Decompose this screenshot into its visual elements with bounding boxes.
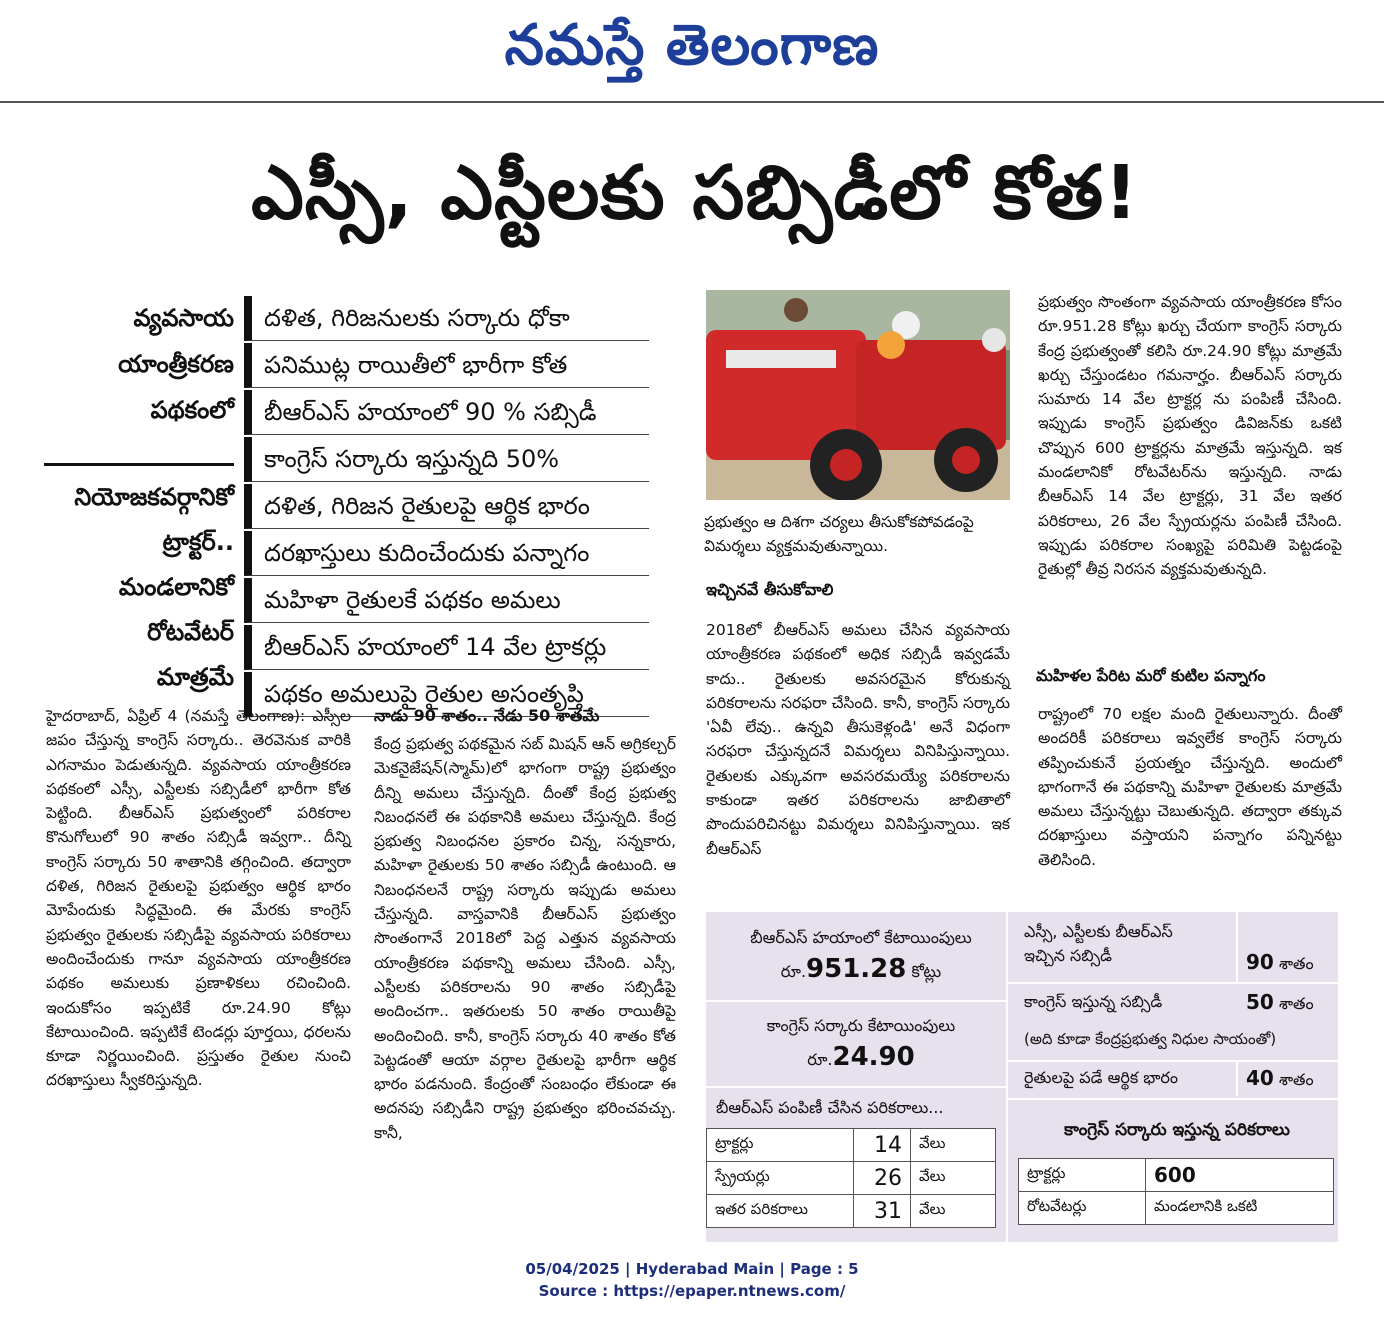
farmer-burden-value: [1246, 1066, 1336, 1093]
currency-prefix: రూ.: [807, 1050, 833, 1069]
highlight-bullets: [244, 296, 649, 719]
congress-allocation-label: కాంగ్రెస్ సర్కారు కేటాయింపులు: [766, 1016, 956, 1035]
brs-distribution-label: బీఆర్ఎస్ పంపిణీ చేసిన పరికరాలు...: [716, 1098, 944, 1117]
bullet-item: మహిళా రైతులకే పథకం అమలు: [244, 578, 649, 623]
photo-caption: ప్రభుత్వం ఆ దిశగా చర్యలు తీసుకోకపోవడంపై విమర్శలు వ్యక్తమవుతున్నాయి.: [704, 513, 974, 555]
article-column-4b: రాష్ట్రంలో 70 లక్షల మంది రైతులున్నారు. దీంతో అందరికీ పరికరాలు ఇవ్వలేక కాంగ్రెస్ సర్కారు తప్పించుకునే ప్రయత్నం చేస్తున్నది. అందులో భాగంగానే ఈ పథకాన్ని మహిళా రైతులకు మాత్రమే అమలు చేస్తున్నట్టు చెబుతున్నది. తద్వారా తక్కువ దరఖాస్తులు వస్తాయని పన్నాగం పన్నినట్టు తెలిసింది.: [1038, 705, 1342, 869]
sc-st-subsidy-value: [1246, 950, 1336, 977]
masthead: [0, 0, 1384, 100]
sc-st-subsidy-label: [1024, 920, 1224, 968]
brs-allocation-label: బీఆర్ఎస్ హయాంలో కేటాయింపులు: [750, 928, 972, 947]
kicker-line: మండలానికో: [118, 573, 234, 601]
currency-prefix: రూ.: [780, 962, 807, 981]
table-cell-item: ట్రాక్టర్లు: [707, 1129, 854, 1162]
info-vertical-divider: [1236, 912, 1238, 982]
article-column-3: 2018లో బీఆర్ఎస్ అమలు చేసిన వ్యవసాయ యాంత్రీకరణ పథకంలో అధిక సబ్సిడీ ఇవ్వడమే కాదు.. రైతులకు అవసరమైన కోరుకున్న పరికరాలను సరఫరా చేసింది. కానీ, కాంగ్రెస్ సర్కారు 'ఏవీ లేవు.. ఉన్నవి తీసుకెళ్లండి' అనే విధంగా సరఫరా చేస్తున్నదనే విమర్శలు వినిపిస్తున్నాయి. రైతులకు ఎక్కువగా అవసరమయ్యే పరికరాలను కాకుండా ఇతర పరికరాలను జాబితాలో పొందుపరిచినట్టు విమర్శలు వినిపిస్తున్నాయి. ఇక బీఆర్ఎస్: [706, 621, 1010, 858]
kicker-line: ట్రాక్టర్..: [162, 528, 234, 556]
bullet-item: కాంగ్రెస్ సర్కారు ఇస్తున్నది 50%: [244, 437, 649, 482]
table-row: [1019, 1192, 1334, 1225]
bullet-item: దళిత, గిరిజనులకు సర్కారు ధోకా: [244, 296, 649, 341]
table-row: [707, 1129, 996, 1162]
brs-allocation-amount: [716, 954, 1006, 985]
farmer-burden-number: 40: [1246, 1066, 1274, 1090]
bullet-item: పనిముట్ల రాయితీలో భారీగా కోత: [244, 343, 649, 388]
farmer-burden-label: రైతులపై పడే ఆర్థిక భారం: [1024, 1068, 1179, 1087]
congress-subsidy-value: [1246, 990, 1336, 1017]
sc-st-subsidy-label-line: ఎస్సీ, ఎస్టీలకు బీఆర్ఎస్: [1024, 922, 1173, 941]
kicker-line: రోటవేటర్: [147, 618, 234, 646]
kicker-line: యాంత్రీకరణ: [118, 350, 234, 378]
subheading-then-now: నాడు 90 శాతం.. నేడు 50 శాతమే: [374, 706, 600, 725]
info-divider: [1006, 982, 1338, 984]
table-cell-number: 31: [854, 1195, 911, 1228]
percent-unit: శాతం: [1278, 954, 1314, 973]
percent-unit: శాతం: [1278, 1070, 1314, 1089]
crore-unit: కోట్లు: [911, 962, 942, 981]
congress-subsidy-number: 50: [1246, 990, 1274, 1014]
info-vertical-divider: [1236, 1060, 1238, 1096]
table-cell-item: స్ప్రేయర్లు: [707, 1162, 854, 1195]
congress-allocation-value: 24.90: [832, 1042, 915, 1072]
edition-info: 05/04/2025 | Hyderabad Main | Page : 5: [525, 1260, 859, 1278]
subheading-women-scheme: మహిళల పేరిట మరో కుటిల పన్నాగం: [1036, 666, 1266, 685]
kicker-line: మాత్రమే: [156, 663, 234, 691]
kicker-top: [44, 295, 234, 433]
kicker-line: వ్యవసాయ: [133, 304, 234, 332]
table-cell-item: ట్రాక్టర్లు: [1019, 1159, 1146, 1192]
table-cell-unit: వేలు: [911, 1162, 996, 1195]
tractor-photo: [706, 290, 1010, 500]
bullet-item: పథకం అమలుపై రైతుల అసంతృప్తి: [244, 672, 649, 717]
brs-equipment-table: [706, 1128, 996, 1228]
table-cell-value: మండలానికి ఒకటి: [1146, 1192, 1334, 1225]
info-divider: [1006, 1060, 1338, 1062]
info-divider: [706, 1086, 1006, 1088]
table-cell-number: 14: [854, 1129, 911, 1162]
brs-allocation-value: 951.28: [806, 954, 907, 984]
sc-st-subsidy-number: 90: [1246, 950, 1274, 974]
congress-subsidy-label: కాంగ్రెస్ ఇస్తున్న సబ్సిడీ: [1024, 992, 1163, 1011]
table-cell-unit: వేలు: [911, 1195, 996, 1228]
headline: ఎస్సీ, ఎస్టీలకు సబ్సిడీలో కోత!: [251, 150, 1139, 236]
kicker-line: నియోజకవర్గానికో: [74, 483, 234, 511]
article-column-4: ప్రభుత్వం సొంతంగా వ్యవసాయ యాంత్రీకరణ కోసం రూ.951.28 కోట్లు ఖర్చు చేయగా కాంగ్రెస్ సర్కారు కేంద్ర ప్రభుత్వంతో కలిసి రూ.24.90 కోట్లు మాత్రమే ఖర్చు చేస్తుండటం గమనార్హం. బీఆర్ఎస్ సర్కారు సుమారు 14 వేల ట్రాక్టర్ల ను పంపిణీ చేసింది. ఇప్పుడు కాంగ్రెస్ ప్రభుత్వం డివిజన్‌కు ఒకటి చొప్పున 600 ట్రాక్టర్లను మాత్రమే ఇస్తున్నది. ఇక మండలానికో రోటవేటర్‌ను ఇస్తున్నది. నాడు బీఆర్ఎస్ 14 వేల ట్రాక్టర్లు, 31 వేల ఇతర పరికరాలు, 26 వేల స్ప్రేయర్లను పంపిణీ చేసింది. ఇప్పుడు పరికరాల సంఖ్యపై పరిమితి పెట్టడంపై రైతుల్లో తీవ్ర నిరసన వ్యక్తమవుతున్నది.: [1038, 293, 1342, 579]
sc-st-subsidy-label-line: ఇచ్చిన సబ్సిడీ: [1024, 946, 1112, 965]
subheading-take-given: ఇచ్చినవే తీసుకోవాలి: [706, 580, 834, 599]
kicker-divider: [44, 463, 234, 466]
congress-subsidy-note: (అది కూడా కేంద్రప్రభుత్వ నిధుల సాయంతో): [1024, 1030, 1277, 1048]
table-row: [707, 1195, 996, 1228]
bullet-item: బీఆర్ఎస్ హయాంలో 14 వేల ట్రాకర్లు: [244, 625, 649, 670]
bullet-item: దళిత, గిరిజన రైతులపై ఆర్థిక భారం: [244, 484, 649, 529]
congress-allocation-amount: [716, 1042, 1006, 1073]
table-cell-unit: వేలు: [911, 1129, 996, 1162]
newspaper-logo: నమస్తే తెలంగాణ: [504, 12, 880, 78]
info-vertical-divider: [1006, 912, 1008, 1242]
congress-equipment-table: [1018, 1158, 1334, 1225]
kicker-line: పథకంలో: [150, 396, 234, 424]
info-divider: [1006, 1098, 1338, 1100]
article-column-1: హైదరాబాద్, ఏప్రిల్ 4 (నమస్తే తెలంగాణ): ఎస్సీల జపం చేస్తున్న కాంగ్రెస్ సర్కారు.. తెరవెనుక వారికి ఎగనామం పెడుతున్నది. వ్యవసాయ యాంత్రీకరణ పథకంలో ఎస్సీ, ఎస్టీలకు సబ్సిడీలో భారీగా కోత పెట్టింది. బీఆర్ఎస్ ప్రభుత్వంలో పరికరాల కొనుగోలులో 90 శాతం సబ్సిడీ ఇవ్వగా.. దీన్ని కాంగ్రెస్ సర్కారు 50 శాతానికి తగ్గించింది. తద్వారా దళిత, గిరిజన రైతులపై ప్రభుత్వం ఆర్థిక భారం మోపేందుకు సిద్ధమైంది. ఈ మేరకు కాంగ్రెస్ ప్రభుత్వం రైతులకు సబ్సిడీపై వ్యవసాయ పరికరాలు అందించేందుకు గానూ వ్యవసాయ యాంత్రీకరణ పథకం అమలుకు ప్రణాళికలు రచించింది. ఇందుకోసం ఇప్పటికే రూ.24.90 కోట్లు కేటాయించింది. ఇప్పటికే టెండర్లు పూర్తయి, ధరలను కూడా నిర్ణయించింది. ప్రస్తుతం రైతుల నుంచి దరఖాస్తులు స్వీకరిస్తున్నది.: [46, 707, 351, 1090]
percent-unit: శాతం: [1278, 994, 1314, 1013]
table-row: [707, 1162, 996, 1195]
kicker-bottom: [44, 475, 234, 700]
bullet-item: దరఖాస్తులు కుదించేందుకు పన్నాగం: [244, 531, 649, 576]
masthead-divider: [0, 101, 1384, 103]
congress-distribution-label: కాంగ్రెస్ సర్కారు ఇస్తున్న పరికరాలు: [1064, 1120, 1290, 1140]
page-footer: [0, 1258, 1384, 1302]
article-column-2: కేంద్ర ప్రభుత్వ పథకమైన సబ్ మిషన్ ఆన్ అగ్రికల్చర్ మెకనైజేషన్(స్మామ్)లో భాగంగా రాష్ట్ర ప్రభుత్వం దీన్ని అమలు చేస్తున్నది. దీంతో కేంద్ర ప్రభుత్వ నిబంధనలే ఈ పథకానికి అమలు చేస్తున్నది. కేంద్ర ప్రభుత్వ నిబంధనల ప్రకారం చిన్న, సన్నకారు, మహిళా రైతులకు 50 శాతం సబ్సిడీ ఉంటుంది. ఆ నిబంధనలనే రాష్ట్ర సర్కారు ఇప్పుడు అమలు చేస్తున్నది. వాస్తవానికి బీఆర్ఎస్ ప్రభుత్వం సొంతంగానే 2018లో పెద్ద ఎత్తున వ్యవసాయ యాంత్రీకరణ పథకాన్ని అమలు చేసింది. ఎస్సీ, ఎస్టీలకు పరికరాలను 90 శాతం సబ్సిడీపై అందించగా.. ఇతరులకు 50 శాతం రాయితీపై అందించింది. కానీ, కాంగ్రెస్ సర్కారు 40 శాతం కోత పెట్టడంతో ఆయా వర్గాల రైతులపై భారీగా ఆర్థిక భారం పడనుంది. కేంద్రంతో సంబంధం లేకుండా ఈ అదనపు సబ్సిడీని రాష్ట్ర ప్రభుత్వం భరించవచ్చు. కానీ,: [374, 735, 676, 1142]
table-cell-item: రోటవేటర్లు: [1019, 1192, 1146, 1225]
info-box: [706, 912, 1338, 1242]
table-cell-item: ఇతర పరికరాలు: [707, 1195, 854, 1228]
source-link[interactable]: Source : https://epaper.ntnews.com/: [538, 1282, 846, 1300]
table-cell-number: 26: [854, 1162, 911, 1195]
bullet-item: బీఆర్ఎస్ హయాంలో 90 % సబ్సిడీ: [244, 390, 649, 435]
info-divider: [706, 1000, 1006, 1002]
table-cell-value: 600: [1146, 1159, 1334, 1192]
table-row: [1019, 1159, 1334, 1192]
